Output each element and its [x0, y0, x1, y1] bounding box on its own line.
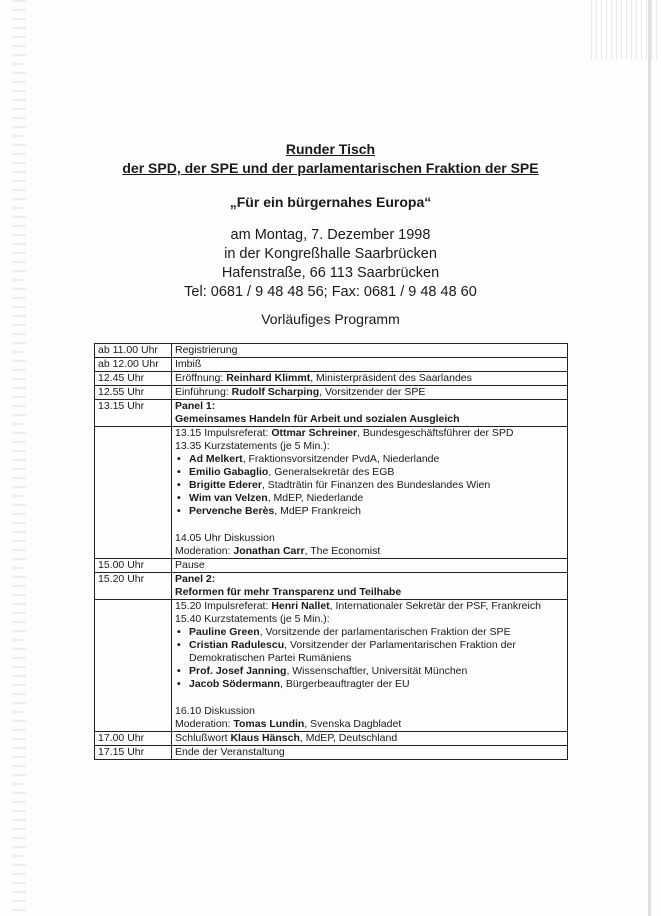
- list-item: [185, 453, 564, 466]
- speaker-list: [175, 626, 564, 691]
- time-cell: ab 11.00 Uhr: [95, 344, 172, 358]
- kurzstatements-label: 13.35 Kurzstatements (je 5 Min.):: [175, 440, 330, 452]
- speaker-name: Prof. Josef Janning: [189, 665, 287, 677]
- moderator-name: Jonathan Carr: [233, 545, 305, 557]
- table-row: [95, 559, 568, 573]
- panel-subheading: Gemeinsames Handeln für Arbeit und sozialen Ausgleich: [175, 413, 460, 425]
- time-cell: 17.00 Uhr: [95, 732, 172, 746]
- moderation-label: Moderation:: [175, 718, 234, 730]
- speaker-name: Pauline Green: [189, 626, 260, 638]
- list-item: [185, 626, 564, 639]
- speaker-name: Ottmar Schreiner: [271, 427, 358, 439]
- time-cell: [95, 427, 172, 559]
- event-venue: in der Kongreßhalle Saarbrücken: [224, 246, 437, 262]
- speaker-role: , Internationaler Sekretär der PSF, Frankreich: [329, 600, 541, 612]
- time-cell: 17.15 Uhr: [95, 746, 172, 760]
- speaker-role: , MdEP Frankreich: [274, 505, 361, 517]
- event-date: am Montag, 7. Dezember 1998: [230, 227, 431, 243]
- moderator-role: , Svenska Dagbladet: [304, 718, 402, 730]
- moderator-role: , The Economist: [304, 545, 381, 557]
- speaker-role: , Generalsekretär des EGB: [268, 466, 395, 478]
- event-details: [0, 226, 661, 302]
- speaker-name: Wim van Velzen: [189, 492, 268, 504]
- title-line-1: Runder Tisch: [285, 141, 376, 157]
- speaker-name: Emilio Gabaglio: [189, 466, 269, 478]
- time-cell: ab 12.00 Uhr: [95, 358, 172, 372]
- list-item: [185, 639, 564, 665]
- speaker-name: Klaus Hänsch: [230, 732, 300, 744]
- speaker-role: , Ministerpräsident des Saarlandes: [310, 372, 472, 384]
- item-cell: [172, 372, 568, 386]
- panel-subheading: Reformen für mehr Transparenz und Teilhabe: [175, 586, 402, 598]
- panel-heading: Panel 2:: [175, 573, 216, 585]
- item-label: Schlußwort: [175, 732, 231, 744]
- scan-edge-left: [12, 0, 26, 916]
- impuls-label: 15.20 Impulsreferat:: [175, 600, 272, 612]
- time-cell: 12.55 Uhr: [95, 386, 172, 400]
- list-item: [185, 492, 564, 505]
- impuls-label: 13.15 Impulsreferat:: [175, 427, 272, 439]
- kurzstatements-label: 15.40 Kurzstatements (je 5 Min.):: [175, 613, 330, 625]
- item-cell: Pause: [172, 559, 568, 573]
- panel-heading: Panel 1:: [175, 400, 216, 412]
- table-row: [95, 372, 568, 386]
- speaker-name: Reinhard Klimmt: [226, 372, 311, 384]
- program-title: Vorläufiges Programm: [261, 311, 400, 327]
- motto: „Für ein bürgernahes Europa“: [229, 194, 432, 210]
- moderator-name: Tomas Lundin: [233, 718, 305, 730]
- table-row: [95, 427, 568, 559]
- time-cell: 12.45 Uhr: [95, 372, 172, 386]
- time-cell: 13.15 Uhr: [95, 400, 172, 427]
- table-row: [95, 358, 568, 372]
- list-item: [185, 479, 564, 492]
- table-row: [95, 400, 568, 427]
- panel-heading-cell: [172, 400, 568, 427]
- scan-edge-right: [648, 0, 651, 916]
- table-row: [95, 600, 568, 732]
- speaker-role: , Fraktionsvorsitzender PvdA, Niederlande: [242, 453, 440, 465]
- item-cell: Ende der Veranstaltung: [172, 746, 568, 760]
- time-cell: 15.20 Uhr: [95, 573, 172, 600]
- item-cell: Imbiß: [172, 358, 568, 372]
- event-contact: Tel: 0681 / 9 48 48 56; Fax: 0681 / 9 48 48 60: [184, 284, 477, 300]
- table-row: [95, 746, 568, 760]
- table-row: [95, 732, 568, 746]
- program-table: [94, 343, 568, 760]
- table-row: [95, 573, 568, 600]
- table-row: [95, 386, 568, 400]
- item-cell: [172, 732, 568, 746]
- speaker-role: , MdEP, Niederlande: [267, 492, 364, 504]
- item-cell: [172, 386, 568, 400]
- moderation-label: Moderation:: [175, 545, 234, 557]
- list-item: [185, 466, 564, 479]
- list-item: [185, 505, 564, 518]
- speaker-name: Brigitte Ederer: [189, 479, 262, 491]
- item-cell: Registrierung: [172, 344, 568, 358]
- discussion-label: 16.10 Diskussion: [175, 705, 255, 717]
- speaker-name: Pervenche Berès: [189, 505, 275, 517]
- speaker-role: , Vorsitzender der Parlamentarischen Fraktion der Demokratischen Partei Rumäniens: [189, 639, 516, 664]
- item-label: Einführung:: [175, 386, 232, 398]
- item-label: Eröffnung:: [175, 372, 227, 384]
- speaker-role: , Stadträtin für Finanzen des Bundeslandes Wien: [261, 479, 491, 491]
- speaker-role: , Bürgerbeauftragter der EU: [280, 678, 410, 690]
- time-cell: [95, 600, 172, 732]
- time-cell: 15.00 Uhr: [95, 559, 172, 573]
- panel-details-cell: [172, 427, 568, 559]
- title-line-2: der SPD, der SPE und der parlamentarischen Fraktion der SPE: [122, 160, 539, 176]
- event-street: Hafenstraße, 66 113 Saarbrücken: [221, 265, 440, 281]
- discussion-label: 14.05 Uhr Diskussion: [175, 532, 275, 544]
- speaker-name: Ad Melkert: [189, 453, 243, 465]
- speaker-role: , Vorsitzender der SPE: [319, 386, 426, 398]
- speaker-name: Henri Nallet: [271, 600, 330, 612]
- list-item: [185, 678, 564, 691]
- speaker-list: [175, 453, 564, 518]
- speaker-role: , Wissenschaftler, Universität München: [286, 665, 468, 677]
- speaker-role: , MdEP, Deutschland: [299, 732, 398, 744]
- panel-details-cell: [172, 600, 568, 732]
- speaker-name: Rudolf Scharping: [231, 386, 320, 398]
- list-item: [185, 665, 564, 678]
- speaker-name: Jacob Södermann: [189, 678, 281, 690]
- speaker-role: , Vorsitzende der parlamentarischen Fraktion der SPE: [259, 626, 511, 638]
- speaker-name: Cristian Radulescu: [189, 639, 285, 651]
- panel-heading-cell: [172, 573, 568, 600]
- speaker-role: , Bundesgeschäftsführer der SPD: [357, 427, 514, 439]
- table-row: [95, 344, 568, 358]
